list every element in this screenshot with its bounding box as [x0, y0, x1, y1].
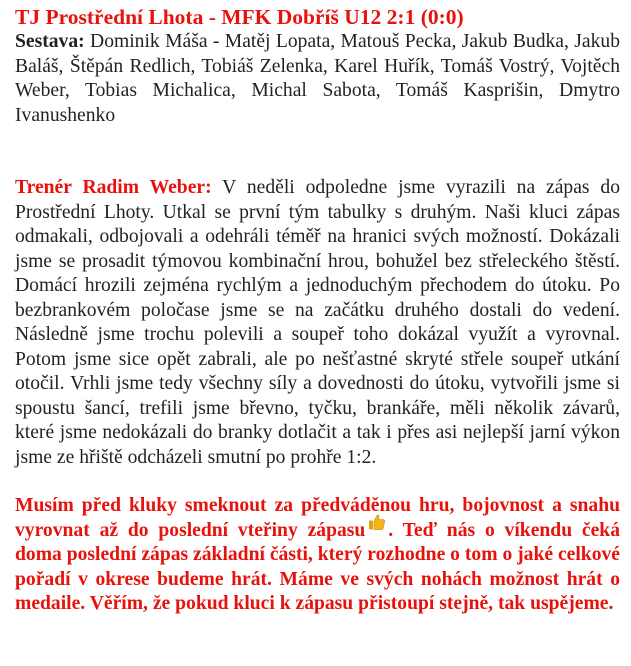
article [15, 4, 620, 617]
lineup-label: Sestava: [15, 31, 85, 52]
lineup-paragraph [15, 30, 620, 128]
closing-text-after: . Teď nás o víkendu čeká doma poslední zápas základní části, který rozhodne o tom o jaké celkové pořadí v okrese budeme hrát. Máme ve svých nohách možnost hrát o medaile. Věřím, že pokud kluci k zápasu přistoupí stejně, tak uspějeme. [15, 519, 620, 614]
coach-text: V neděli odpoledne jsme vyrazili na zápas do Prostřední Lhoty. Utkal se první tým tabulky s druhým. Naši kluci zápas odmakali, odbojovali a odehráli téměř na hranici svých možností. Dokázali jsme se prosadit týmovou kombinační hrou, bohužel bez střeleckého štěstí. Domácí hrozili zejména rychlým a jednoduchým přechodem do útoku. Po bezbrankovém poločase jsme se na začátku druhého dostali do vedení. Následně jsme trochu polevili a soupeř toho dokázal využít a vyrovnal. Potom jsme sice opět zabrali, ale po nešťastné skryté střele soupeř utkání otočil. Vrhli jsme tedy všechny síly a dovednosti do útoku, vytvořili jsme si spoustu šancí, trefili jsme břevno, tyčku, brankáře, měli několik závarů, které jsme nedokázali do branky dotlačit a tak i přes asi nejlepší jarní výkon jsme ze hřiště odcházeli smutní po prohře 1:2. [15, 177, 621, 468]
coach-label: Trenér Radim Weber: [15, 177, 212, 198]
thumbs-up-icon [368, 513, 386, 531]
closing-paragraph [15, 494, 620, 617]
lineup-text: Dominik Máša - Matěj Lopata, Matouš Pecka, Jakub Budka, Jakub Baláš, Štěpán Redlich, Tobiáš Zelenka, Karel Huřík, Tomáš Vostrý, Vojtěch Weber, Tobias Michalica, Michal Sabota, Tomáš Kasprišin, Dmytro Ivanushenko [15, 31, 620, 126]
match-title: TJ Prostřední Lhota - MFK Dobříš U12 2:1 (0:0) [15, 5, 464, 29]
closing-text-before: Musím před kluky smeknout za předváděnou hru, bojovnost a snahu vyrovnat až do poslední vteřiny zápasu [15, 495, 620, 541]
coach-paragraph [15, 176, 620, 470]
